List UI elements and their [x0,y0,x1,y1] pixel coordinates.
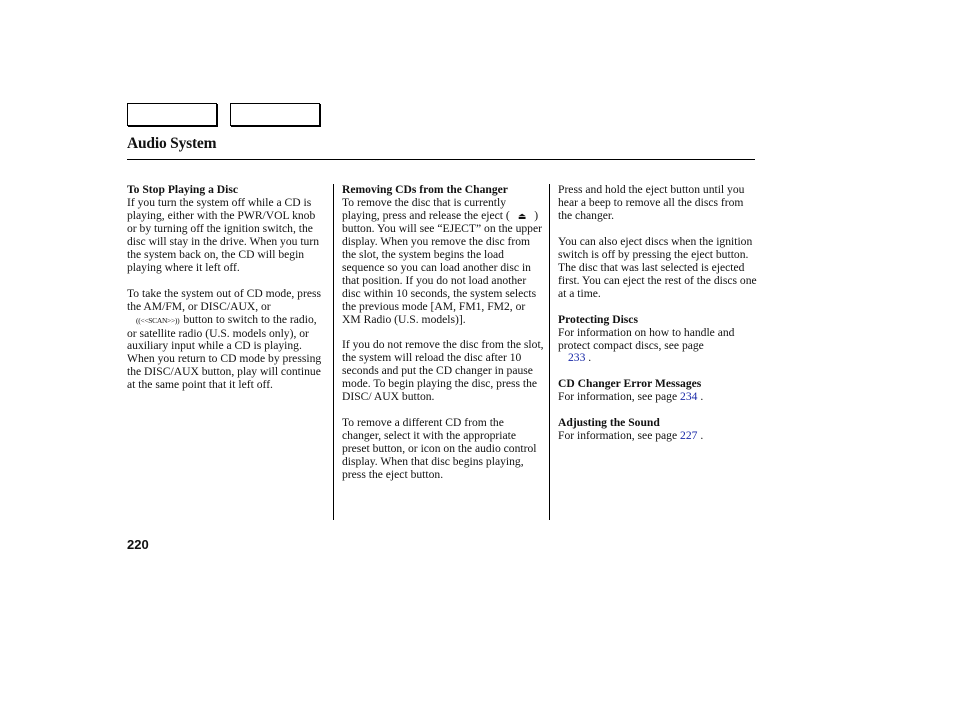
link-page-227[interactable]: 227 [680,429,698,443]
heading-removing-cds: Removing CDs from the Changer [342,183,508,196]
column-divider-2 [549,184,550,520]
eject-icon: ⏏ [517,210,527,221]
heading-error-messages: CD Changer Error Messages [558,377,702,391]
scan-icon: ((<<SCAN>>)) [136,315,180,325]
paragraph-removing-1: To remove the disc that is currently playing, press and release the eject ( ⏏ ) button. You will see “EJECT” on the upper display. When you remove the disc from the slot, the system begins the load sequence so you can load another disc in that position. If you do not load another disc within 10 seconds, the system selects the previous mode [AM, FM1, FM2, or XM Radio (U.S. models)]. [342,195,542,326]
paragraph-protecting: For information on how to handle and protect compact discs, see page 233 . [558,325,735,365]
paragraph-error: For information, see page 234 . [558,390,704,404]
link-page-234[interactable]: 234 [680,390,698,404]
paragraph-removing-3: To remove a different CD from the changer, select it with the appropriate preset button, or icon on the audio control display. When that disc begins playing, press the eject button. [342,416,537,482]
page-number: 220 [127,537,149,552]
title-rule [127,159,755,160]
column-removing-cds [342,184,545,495]
link-page-233[interactable]: 233 [568,351,586,365]
heading-stop-playing: To Stop Playing a Disc [127,183,239,196]
paragraph-eject-all: Press and hold the eject button until you hear a beep to remove all the discs from the changer. [558,183,745,222]
paragraph-eject-off: You can also eject discs when the ignition switch is off by pressing the eject button. The disc that was last selected is ejected first. You can eject the rest of the discs one at a time. [558,234,757,300]
paragraph-sound: For information, see page 227 . [558,429,704,443]
column-divider-1 [333,184,334,520]
heading-adjusting-sound: Adjusting the Sound [558,416,660,430]
paragraph-stop-1: If you turn the system off while a CD is playing, either with the PWR/VOL knob or by turning off the ignition switch, the disc will stay in the drive. When you turn the system back on, the CD will begin playing where it left off. [127,195,320,274]
paragraph-stop-2: To take the system out of CD mode, press the AM/FM, or DISC/AUX, or ((<<SCAN>>)) button to switch to the radio, or satellite radio (U.S. models only), or auxiliary input while a CD is playing. When you return to CD mode by pressing the DISC/AUX button, play will continue at the same point that it left off. [127,286,322,392]
nav-box-right[interactable] [230,103,320,126]
paragraph-removing-2: If you do not remove the disc from the slot, the system will reload the disc after 10 seconds and put the CD changer in pause mode. To begin playing the disc, press the DISC/ AUX button. [342,338,544,404]
column-stop-playing [127,184,327,405]
column-more-info [558,184,758,456]
heading-protecting-discs: Protecting Discs [558,312,638,326]
nav-box-left[interactable] [127,103,217,126]
page-title: Audio System [127,135,217,152]
